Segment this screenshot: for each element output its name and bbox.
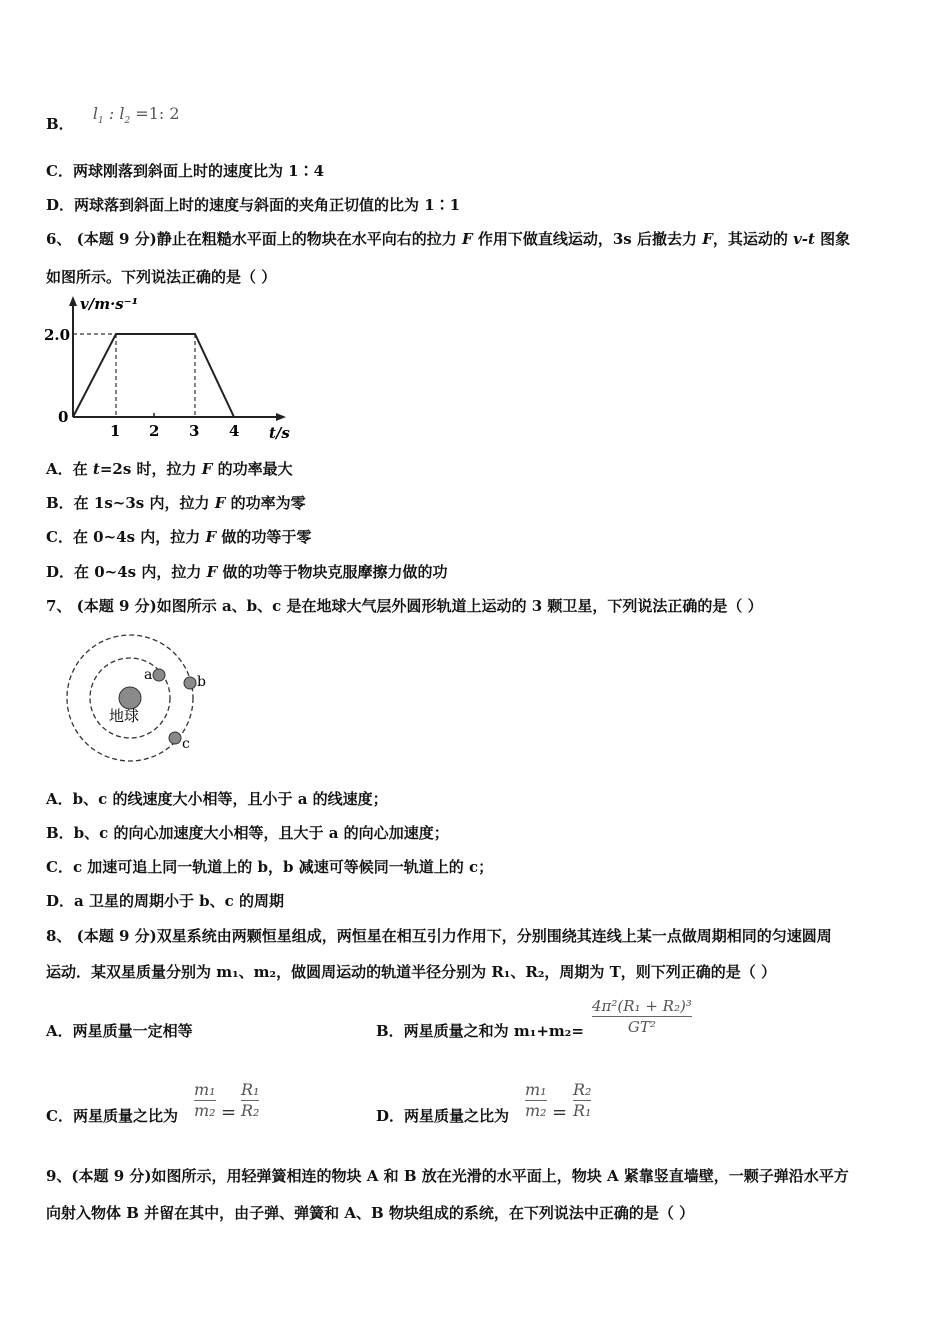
q6-vt-graph xyxy=(40,292,310,444)
q6-x-tick-1: 1 xyxy=(110,422,121,440)
satellite-a xyxy=(153,669,165,681)
earth xyxy=(119,687,141,709)
q6-origin: 0 xyxy=(58,408,69,426)
q6-option-d: D．在 0~4s 内，拉力 F 做的功等于物块克服摩擦力做的功 xyxy=(46,563,448,581)
q9-stem-line1: 9、(本题 9 分)如图所示，用轻弹簧相连的物块 A 和 B 放在光滑的水平面上，物块 A 紧靠竖直墙壁，一颗子弹沿水平方 xyxy=(46,1167,849,1185)
q7-orbit-figure xyxy=(60,630,220,770)
q6-option-c: C．在 0~4s 内，拉力 F 做的功等于零 xyxy=(46,528,312,546)
earth-label: 地球 xyxy=(109,707,140,725)
q6-x-tick-3: 3 xyxy=(189,422,200,440)
q8-option-a: A．两星质量一定相等 xyxy=(46,1022,193,1040)
q5-option-b: B． $l_1$ : $l_2 =1$: 2 xyxy=(46,104,180,133)
q7-stem: 7、 (本题 9 分)如图所示 a、b、c 是在地球大气层外圆形轨道上运动的 3 颗卫星，下列说法正确的是（ ） xyxy=(46,597,763,615)
q6-y-axis-label: v/m·s⁻¹ xyxy=(80,295,139,313)
q8-stem-line1: 8、 (本题 9 分)双星系统由两颗恒星组成，两恒星在相互引力作用下，分别围绕其连线上某一点做周期相同的匀速圆周 xyxy=(46,927,832,945)
q7-option-a: A．b、c 的线速度大小相等，且小于 a 的线速度； xyxy=(46,790,388,808)
q7-option-b: B．b、c 的向心加速度大小相等，且大于 a 的向心加速度； xyxy=(46,824,449,842)
satellite-c xyxy=(169,732,181,744)
q8-option-d-lhs: m₁ m₂ xyxy=(525,1080,547,1120)
q5-option-d: D．两球落到斜面上时的速度与斜面的夹角正切值的比为 1∶1 xyxy=(46,196,461,214)
q9-stem-line2: 向射入物体 B 并留在其中，由子弹、弹簧和 A、B 物块组成的系统，在下列说法中正确的是（ ） xyxy=(46,1204,695,1222)
q7-option-c: C．c 加速可追上同一轨道上的 b，b 减速可等候同一轨道上的 c； xyxy=(46,858,494,876)
q8-option-b: B．两星质量之和为 m₁+m₂= xyxy=(376,1022,584,1040)
q8-option-c-rhs: R₁ R₂ xyxy=(241,1080,260,1120)
q8-option-d: D．两星质量之比为 xyxy=(376,1107,510,1125)
q8-option-d-rhs: R₂ R₁ xyxy=(573,1080,592,1120)
q8-option-c: C．两星质量之比为 xyxy=(46,1107,178,1125)
q6-option-b: B．在 1s~3s 内，拉力 F 的功率为零 xyxy=(46,494,306,512)
q6-y-tick-2: 2.0 xyxy=(44,326,71,344)
q6-option-a: A．在 t=2s 时，拉力 F 的功率最大 xyxy=(46,460,293,478)
q8-option-b-fraction: 4π²(R₁ + R₂)³ GT² xyxy=(592,997,692,1036)
q7-option-d: D．a 卫星的周期小于 b、c 的周期 xyxy=(46,892,285,910)
q6-x-axis-label: t/s xyxy=(269,424,290,442)
q6-x-tick-4: 4 xyxy=(229,422,240,440)
q6-stem-line2: 如图所示。下列说法正确的是（ ） xyxy=(46,268,277,286)
q8-option-d-equals: = xyxy=(552,1102,568,1123)
satellite-b xyxy=(184,677,196,689)
satellite-c-label: c xyxy=(182,736,190,752)
q8-stem-line2: 运动．某双星质量分别为 m₁、m₂，做圆周运动的轨道半径分别为 R₁、R₂，周期为 T，则下列正确的是（ ） xyxy=(46,963,777,981)
q8-option-c-lhs: m₁ m₂ xyxy=(194,1080,216,1120)
q5-option-c: C．两球刚落到斜面上时的速度比为 1∶4 xyxy=(46,162,325,180)
q6-stem-line1: 6、 (本题 9 分)静止在粗糙水平面上的物块在水平向右的拉力 F 作用下做直线运动，3s 后撤去力 F，其运动的 v-t 图象 xyxy=(46,230,851,248)
q8-option-c-equals: = xyxy=(221,1102,237,1123)
satellite-b-label: b xyxy=(197,674,206,690)
q6-x-tick-2: 2 xyxy=(149,422,160,440)
satellite-a-label: a xyxy=(144,667,153,683)
